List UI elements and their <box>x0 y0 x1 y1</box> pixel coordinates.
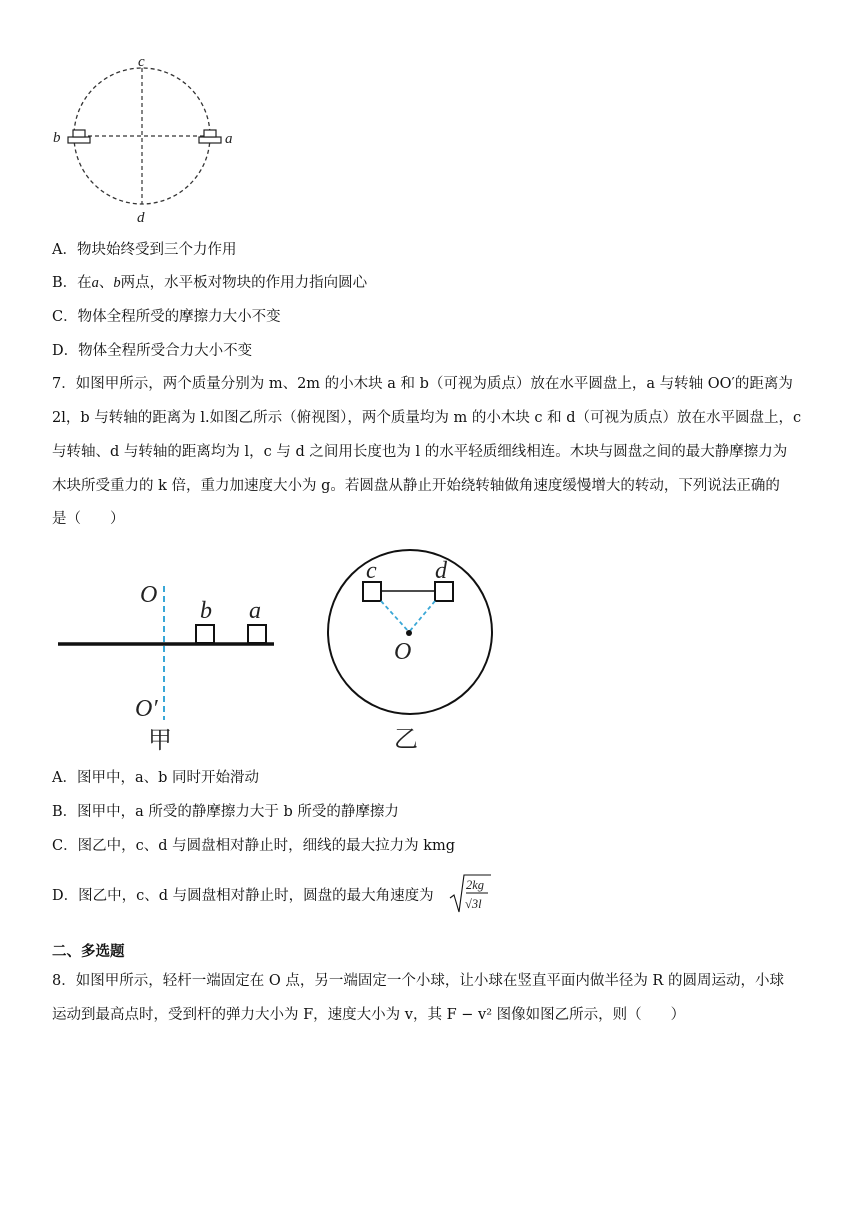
section-title-multiple-choice: 二、多选题 <box>52 944 125 960</box>
block-b-side <box>196 625 214 643</box>
sqrt-fraction <box>448 872 492 916</box>
label-c: c <box>138 54 145 70</box>
block-d <box>435 582 453 601</box>
label-b: b <box>53 130 61 146</box>
dashed-od <box>409 601 435 632</box>
q7-stem-line4: 木块所受重力的 k 倍，重力加速度大小为 g。若圆盘从静止开始绕转轴做角速度缓慢增大的转动，下列说法正确的 <box>52 478 780 494</box>
caption-jia: 甲 <box>148 728 172 754</box>
label-a-side: a <box>249 598 261 624</box>
label-a: a <box>225 131 233 147</box>
label-d: d <box>137 210 145 226</box>
q6-option-a: A．物块始终受到三个力作用 <box>52 242 237 258</box>
block-b <box>68 130 90 143</box>
label-O: O <box>140 582 158 608</box>
caption-yi: 乙 <box>394 727 418 753</box>
q7-option-a: A．图甲中，a、b 同时开始滑动 <box>52 770 260 786</box>
label-d-top: d <box>435 558 447 584</box>
center-dot <box>406 630 412 636</box>
q6-option-b: B．在a、b两点，水平板对物块的作用力指向圆心 <box>52 275 368 291</box>
q7-stem-line2: 2l，b 与转轴的距离为 l.如图乙所示（俯视图），两个质量均为 m 的小木块 c 和 d（可视为质点）放在水平圆盘上，c <box>52 410 802 426</box>
q8-stem-line2: 运动到最高点时，受到杆的弹力大小为 F，速度大小为 v，其 F − v² 图像如图乙所示，则（ ） <box>52 1007 686 1023</box>
q7-stem-line5: 是（ ） <box>52 511 125 527</box>
label-O-prime: O′ <box>135 696 158 722</box>
q6-option-d: D．物体全程所受合力大小不变 <box>52 343 253 359</box>
q7-option-d: D．图乙中，c、d 与圆盘相对静止时，圆盘的最大角速度为 <box>52 888 434 904</box>
fraction-denominator: √3l <box>465 897 482 911</box>
circle-motion-figure <box>48 50 248 226</box>
q7-stem-line3: 与转轴、d 与转轴的距离均为 l，c 与 d 之间用长度也为 l 的水平轻质细线相连。木块与圆盘之间的最大静摩擦力为 <box>52 444 788 460</box>
figure-jia <box>52 570 292 756</box>
block-a-side <box>248 625 266 643</box>
q8-stem-line1: 8．如图甲所示，轻杆一端固定在 O 点，另一端固定一个小球，让小球在竖直平面内做半径为 R 的圆周运动，小球 <box>52 973 784 989</box>
dashed-oc <box>381 601 409 632</box>
q7-stem-line1: 7．如图甲所示，两个质量分别为 m、2m 的小木块 a 和 b（可视为质点）放在水平圆盘上，a 与转轴 OO′的距离为 <box>52 376 793 392</box>
q7-option-c: C．图乙中，c、d 与圆盘相对静止时，细线的最大拉力为 kmg <box>52 838 456 854</box>
label-O-center: O <box>394 639 412 665</box>
q6-option-c: C．物体全程所受的摩擦力大小不变 <box>52 309 281 325</box>
figure-yi <box>322 545 502 755</box>
label-b-side: b <box>200 598 212 624</box>
q7-option-b: B．图甲中，a 所受的静摩擦力大于 b 所受的静摩擦力 <box>52 804 399 820</box>
block-c <box>363 582 381 601</box>
label-c-top: c <box>366 558 377 584</box>
fraction-numerator: 2kg <box>466 878 485 892</box>
block-a <box>199 130 221 143</box>
